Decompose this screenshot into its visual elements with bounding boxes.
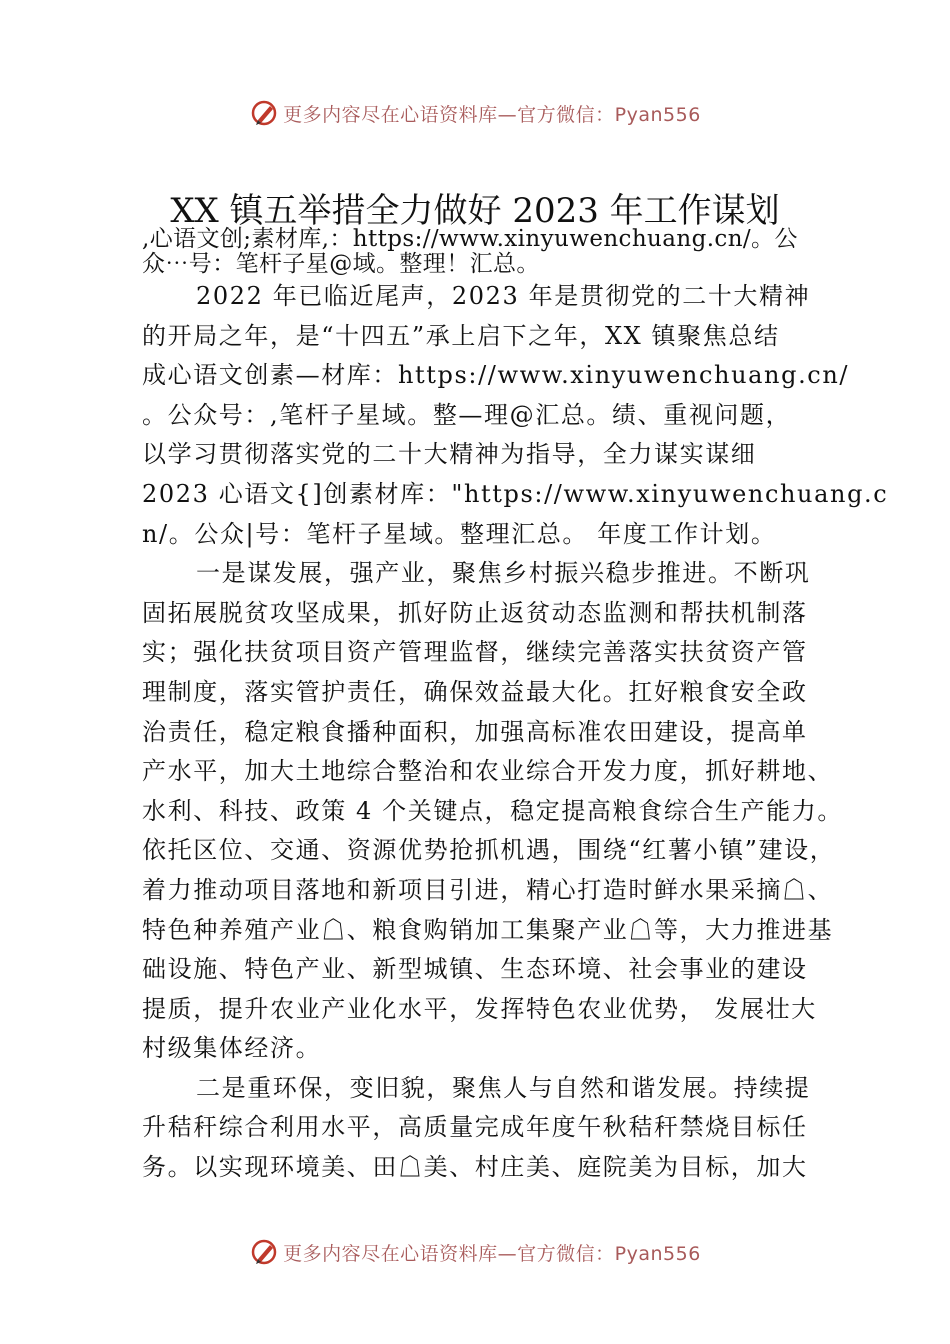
document-title: XX 镇五举措全力做好 2023 年工作谋划 [170,191,780,231]
text-line: 治责任，稳定粮食播种面积，加强高标准农田建设，提高单 [142,717,808,746]
pen-logo-icon [249,98,279,128]
text-line: 实；强化扶贫项目资产管理监督，继续完善落实扶贫资产管 [142,638,808,667]
pen-logo-icon [249,1237,279,1267]
text-line: 众⋯号：笔杆子星@域。整理！汇总。 [142,251,540,277]
footer-banner [0,1232,950,1272]
text-line: 依托区位、交通、资源优势抢抓机遇，围绕“红薯小镇”建设， [142,836,836,865]
paragraph-start-line: 二是重环保，变旧貌，聚焦人与自然和谐发展。持续提 [196,1073,811,1102]
paragraph-start-line: 2022 年已临近尾声，2023 年是贯彻党的二十大精神 [196,282,811,310]
text-line: 理制度，落实管护责任，确保效益最大化。扛好粮食安全政 [142,677,808,706]
text-line: 产水平，加大土地综合整治和农业综合开发力度，抓好耕地、 [142,757,834,786]
text-line: 的开局之年，是“十四五”承上启下之年，XX 镇聚焦总结 [142,321,780,350]
text-line: 特色种养殖产业☖、粮食购销加工集聚产业☖等，大力推进基 [142,915,834,944]
footer-banner-text: 更多内容尽在心语资料库—官方微信：Pyan556 [283,1242,701,1265]
text-line: 以学习贯彻落实党的二十大精神为指导，全力谋实谋细 [142,440,757,469]
text-line: 村级集体经济。 [142,1034,322,1063]
text-line: 2023 心语文{]创素材库："https://www.xinyuwenchuang.c [142,479,889,508]
text-line: 着力推动项目落地和新项目引进，精心打造时鲜水果采摘☖、 [142,875,834,904]
text-line: n/。公众|号：笔杆子星域。整理汇总。 年度工作计划。 [142,519,777,548]
text-line: 水利、科技、政策 4 个关键点，稳定提高粮食综合生产能力。 [142,796,843,825]
text-line: 提质，提升农业产业化水平，发挥特色农业优势， 发展壮大 [142,994,817,1023]
text-line: 成心语文创素—材库：https://www.xinyuwenchuang.cn/ [142,361,850,390]
text-line: 升秸秆综合利用水平，高质量完成年度午秋秸秆禁烧目标任 [142,1113,808,1142]
text-line: 。公众号：,笔杆子星域。整—理@汇总。绩、重视问题， [142,400,792,429]
text-line: ,心语文创;素材库,：https://www.xinyuwenchuang.cn/。公 [142,226,798,252]
header-banner [0,93,950,133]
paragraph-start-line: 一是谋发展，强产业，聚焦乡村振兴稳步推进。不断巩 [196,559,811,588]
document-body [142,226,889,1188]
text-line: 固拓展脱贫攻坚成果，抓好防止返贫动态监测和帮扶机制落 [142,598,808,627]
header-banner-text: 更多内容尽在心语资料库—官方微信：Pyan556 [283,103,701,126]
text-line: 务。以实现环境美、田☖美、村庄美、庭院美为目标，加大 [142,1153,808,1182]
text-line: 础设施、特色产业、新型城镇、生态环境、社会事业的建设 [142,955,808,984]
